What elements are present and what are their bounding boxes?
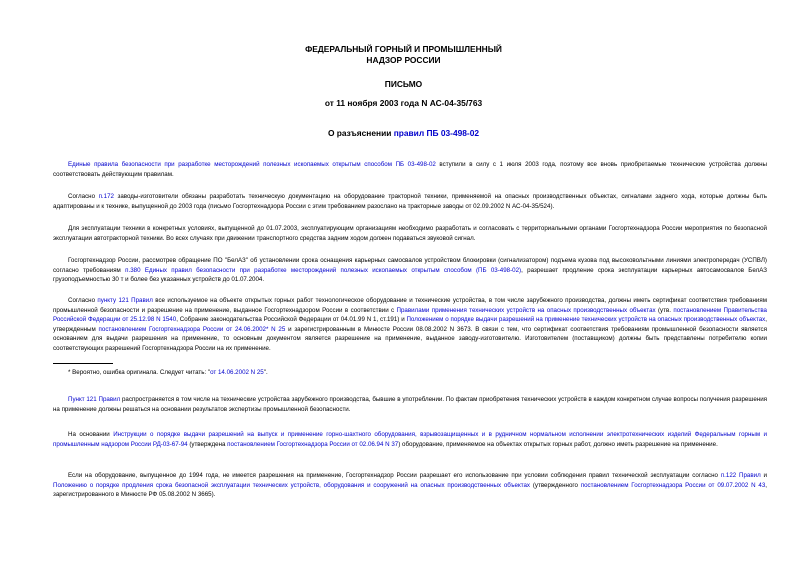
paragraph-3: Для эксплуатации техники в конкретных условиях, выпущенной до 01.07.2003, эксплуатирующим организациям необходимо разработать и согласовать с территориальными органами Госгортехнадзора России мероприятия по безопасной эксплуатации автотракторной техники. Во всех случаях при движении транспортного средства задним ходом должен подаваться звуковой сигнал. <box>53 225 767 242</box>
clause-172-link[interactable]: п.172 <box>98 193 114 200</box>
permit-regulation-link[interactable]: Положением о порядке выдачи разрешений на применение технических устройств на опасных производственных объектах <box>406 316 766 324</box>
subject-text: О разъяснении <box>327 128 394 138</box>
paragraph-1: Единые правила безопасности при разработке месторождений полезных ископаемых открытым способом ПБ 03-498-02 вступили в силу с 1 июля 2003 года, поэтому все вновь приобретаемые технические устройства должны соответствовать действующим правилам. <box>53 161 767 178</box>
paragraph-8: Если на оборудование, выпущенное до 1994 года, не имеется разрешения на применение, Госгортехнадзор России разрешает его использование при условии соблюдения правил технической эксплуатации согласно п.122 Правил и Положению о порядке продления срока безопасной эксплуатации технических устройств, оборудования и сооружений на опасных производственных объектах (утвержденного постановлением Госгортехнадзора России от 09.07.2002 N 43, зарегистрированного в Минюсте РФ 05.08.2002 N 3665). <box>53 472 767 499</box>
agency-title <box>0 44 807 66</box>
agency-title-line1: ФЕДЕРАЛЬНЫЙ ГОРНЫЙ И ПРОМЫШЛЕННЫЙ <box>305 44 502 54</box>
decree-24-06-2002-link[interactable]: постановлением Госгортехнадзора России от 24.06.2002* N 25 <box>98 325 286 333</box>
rules-link[interactable]: Единые правила безопасности при разработке месторождений полезных ископаемых открытым способом ПБ 03-498-02 <box>68 161 436 168</box>
clause-121-link-2[interactable]: Пункт 121 Правил <box>68 396 121 403</box>
paragraph-5: Согласно пункту 121 Правил все используемое на объекте открытых горных работ технологическое оборудование и технические устройства, в том числе зарубежного производства, должны иметь сертификат соответствия требованиям промышленной безопасности и разрешение на применение, выданное Госгортехнадзором России в соответствии с Правилами применения технических устройств на опасных производственных объектах (утв. постановлением Правительства Российской Федерации от 25.12.98 N 1540, Собрание законодательства Российской Федерации от 04.01.99 N 1, ст.191) и Положением о порядке выдачи разрешений на применение технических устройств на опасных производственных объектах, утвержденным постановлением Госгортехнадзора России от 24.06.2002* N 25 и зарегистрированным в Минюсте России 08.08.2002 N 3673. В связи с тем, что сертификат соответствия требованиям промышленной безопасности является основанием для выдачи разрешения на применение, то основным документом является разрешение на применение, выданное заводу-изготовителю. Изготовителем (поставщиком) должны быть представлены потребителю копии соответствующих разрешений Госгортехнадзора России на их применение. <box>53 297 767 352</box>
document-date: от 11 ноября 2003 года N АС-04-35/763 <box>324 98 483 108</box>
footnote-link[interactable]: от 14.06.2002 N 25 <box>210 369 264 376</box>
clause-121-link[interactable]: пункту 121 Правил <box>97 297 153 304</box>
clause-122-link[interactable]: п.122 Правил <box>720 472 761 479</box>
application-rules-link[interactable]: Правилами применения технических устройств на опасных производственных объектах <box>396 306 656 314</box>
footnote: * Вероятно, ошибка оригинала. Следует читать: "от 14.06.2002 N 25". <box>68 369 268 376</box>
extension-regulation-link[interactable]: Положению о порядке продления срока безопасной эксплуатации технических устройств, оборудования и сооружений на опасных производственных объектах <box>53 481 531 489</box>
agency-title-line2: НАДЗОР РОССИИ <box>366 55 441 65</box>
paragraph-7: На основании Инструкции о порядке выдачи разрешений на выпуск и применение горно-шахтного оборудования, взрывозащищенных и в рудничном нормальном исполнении электротехнических изделий Федеральным горным и промышленным надзором России РД-03-67-94 (утверждена постановлением Госгортехнадзора России от 02.06.94 N 37) оборудование, применяемое на объектах открытых горных работ, должно иметь разрешение на применение. <box>53 431 767 448</box>
government-decree-link[interactable]: постановлением Правительства Российской Федерации от 25.12.98 N 1540 <box>53 306 767 324</box>
footnote-divider <box>53 363 113 364</box>
subject-link[interactable]: правил ПБ 03-498-02 <box>393 128 480 138</box>
decree-02-06-94-link[interactable]: постановлением Госгортехнадзора России от 02.06.94 N 37 <box>227 440 399 448</box>
clause-380-link[interactable]: п.380 Единых правил безопасности при разработке месторождений полезных ископаемых открытым способом (ПБ 03-498-02) <box>125 266 522 274</box>
document-subject <box>0 128 807 139</box>
document-type: ПИСЬМО <box>384 79 423 89</box>
paragraph-6: Пункт 121 Правил распространяется в том числе на технические устройства зарубежного производства, бывшие в употреблении. По фактам приобретения технических устройств в каждом конкретном случае вопросы получения разрешения на применение должны решаться на основании результатов экспертизы промышленной безопасности. <box>53 396 767 413</box>
instruction-rd-link[interactable]: Инструкции о порядке выдачи разрешений на выпуск и применение горно-шахтного оборудования, взрывозащищенных и в рудничном нормальном исполнении электротехнических изделий Федеральным горным и промышленным надзором России РД-03-67-94 <box>53 431 767 448</box>
paragraph-2: Согласно п.172 заводы-изготовители обязаны разработать техническую документацию на оборудование тракторной техники, применяемой на опасных производственных объектах, сигналами заднего хода, которые должны быть адаптированы и к технике, выпущенной до 2003 года (письмо Госгортехнадзора России с этим требованием разослано на тракторные заводы от 02.09.2002 N АС-04-35/524). <box>53 193 767 210</box>
decree-09-07-2002-link[interactable]: постановлением Госгортехнадзора России от 09.07.2002 N 43 <box>580 481 766 489</box>
paragraph-4: Госгортехнадзор России, рассмотрев обращение ПО "БелАЗ" об установлении срока оснащения карьерных самосвалов устройством блокировки (сигнализатором) подъема кузова под высоковольтными линиями электропередач (УСПВЛ) согласно требованиям п.380 Единых правил безопасности при разработке месторождений полезных ископаемых открытым способом (ПБ 03-498-02), разрешает продление срока эксплуатации карьерных автосамосвалов БелАЗ грузоподъемностью 30 т и более без указанных устройств до 01.07.2004. <box>53 257 767 284</box>
